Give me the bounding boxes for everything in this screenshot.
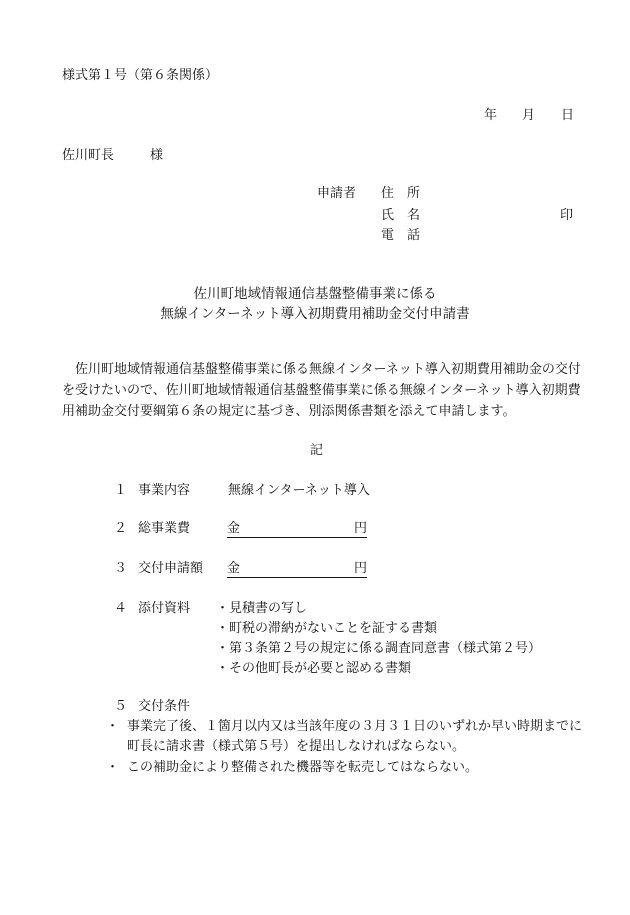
attachment-item: ・第３条第２号の規定に係る調査同意書（様式第２号）: [216, 641, 542, 656]
item4-label: 添付資料: [138, 601, 191, 616]
seal-mark: 印: [560, 208, 574, 223]
item2-prefix: 金: [227, 521, 241, 536]
condition1-line2: 町長に請求書（様式第５号）を提出しなければならない。: [127, 739, 466, 754]
addressee-name: 佐川町長: [62, 148, 115, 163]
addressee-honorific: 様: [150, 148, 164, 163]
condition2-line1: この補助金により整備された機器等を転売してはならない。: [127, 760, 479, 775]
applicant-address-label: 住 所: [381, 186, 421, 201]
applicant-phone-label: 電 話: [381, 228, 421, 243]
form-label: 様式第１号（第６条関係）: [62, 68, 219, 83]
item3-amount-field: [227, 561, 367, 578]
applicant-label: 申請者: [317, 186, 357, 201]
body-line-2: を受けたいので、佐川町地域情報通信基盤整備事業に係る無線インターネット導入初期費: [62, 383, 581, 398]
attachment-item: ・その他町長が必要と認める書類: [216, 661, 412, 676]
condition1-line1: 事業完了後、１箇月以内又は当該年度の３月３１日のいずれか早い時期までに: [127, 719, 583, 734]
attachment-item: ・町税の滞納がないことを証する書類: [216, 621, 438, 636]
item5-num: ５: [114, 699, 128, 714]
item3-label: 交付申請額: [138, 561, 204, 576]
date-day: 日: [561, 108, 575, 123]
applicant-name-label: 氏 名: [381, 208, 421, 223]
doc-title-line2: 無線インターネット導入初期費用補助金交付申請書: [160, 306, 470, 322]
item2-amount-field: [227, 521, 367, 538]
item1-num: １: [114, 483, 128, 498]
doc-title-line1: 佐川町地域情報通信基盤整備事業に係る: [193, 286, 437, 302]
item3-num: ３: [114, 561, 128, 576]
body-line-1: 佐川町地域情報通信基盤整備事業に係る無線インターネット導入初期費用補助金の交付: [75, 362, 581, 377]
item1-label: 事業内容: [138, 483, 191, 498]
body-paragraph: [62, 359, 581, 422]
ki-heading: 記: [310, 443, 324, 458]
item5-label: 交付条件: [138, 699, 191, 714]
body-line-3: 用補助金交付要綱第６条の規定に基づき、別添関係書類を添えて申請します。: [62, 404, 516, 419]
item4-num: ４: [114, 601, 128, 616]
condition2-bullet: ・: [106, 760, 120, 775]
item2-num: ２: [114, 521, 128, 536]
attachment-item: ・見積書の写し: [216, 601, 308, 616]
item1-value: 無線インターネット導入: [228, 483, 370, 498]
item2-yen: 円: [353, 521, 367, 536]
item2-label: 総事業費: [138, 521, 191, 536]
date-year: 年: [484, 108, 498, 123]
item3-yen: 円: [353, 561, 367, 576]
condition1-bullet: ・: [106, 719, 120, 734]
item3-prefix: 金: [227, 561, 241, 576]
date-month: 月: [522, 108, 536, 123]
